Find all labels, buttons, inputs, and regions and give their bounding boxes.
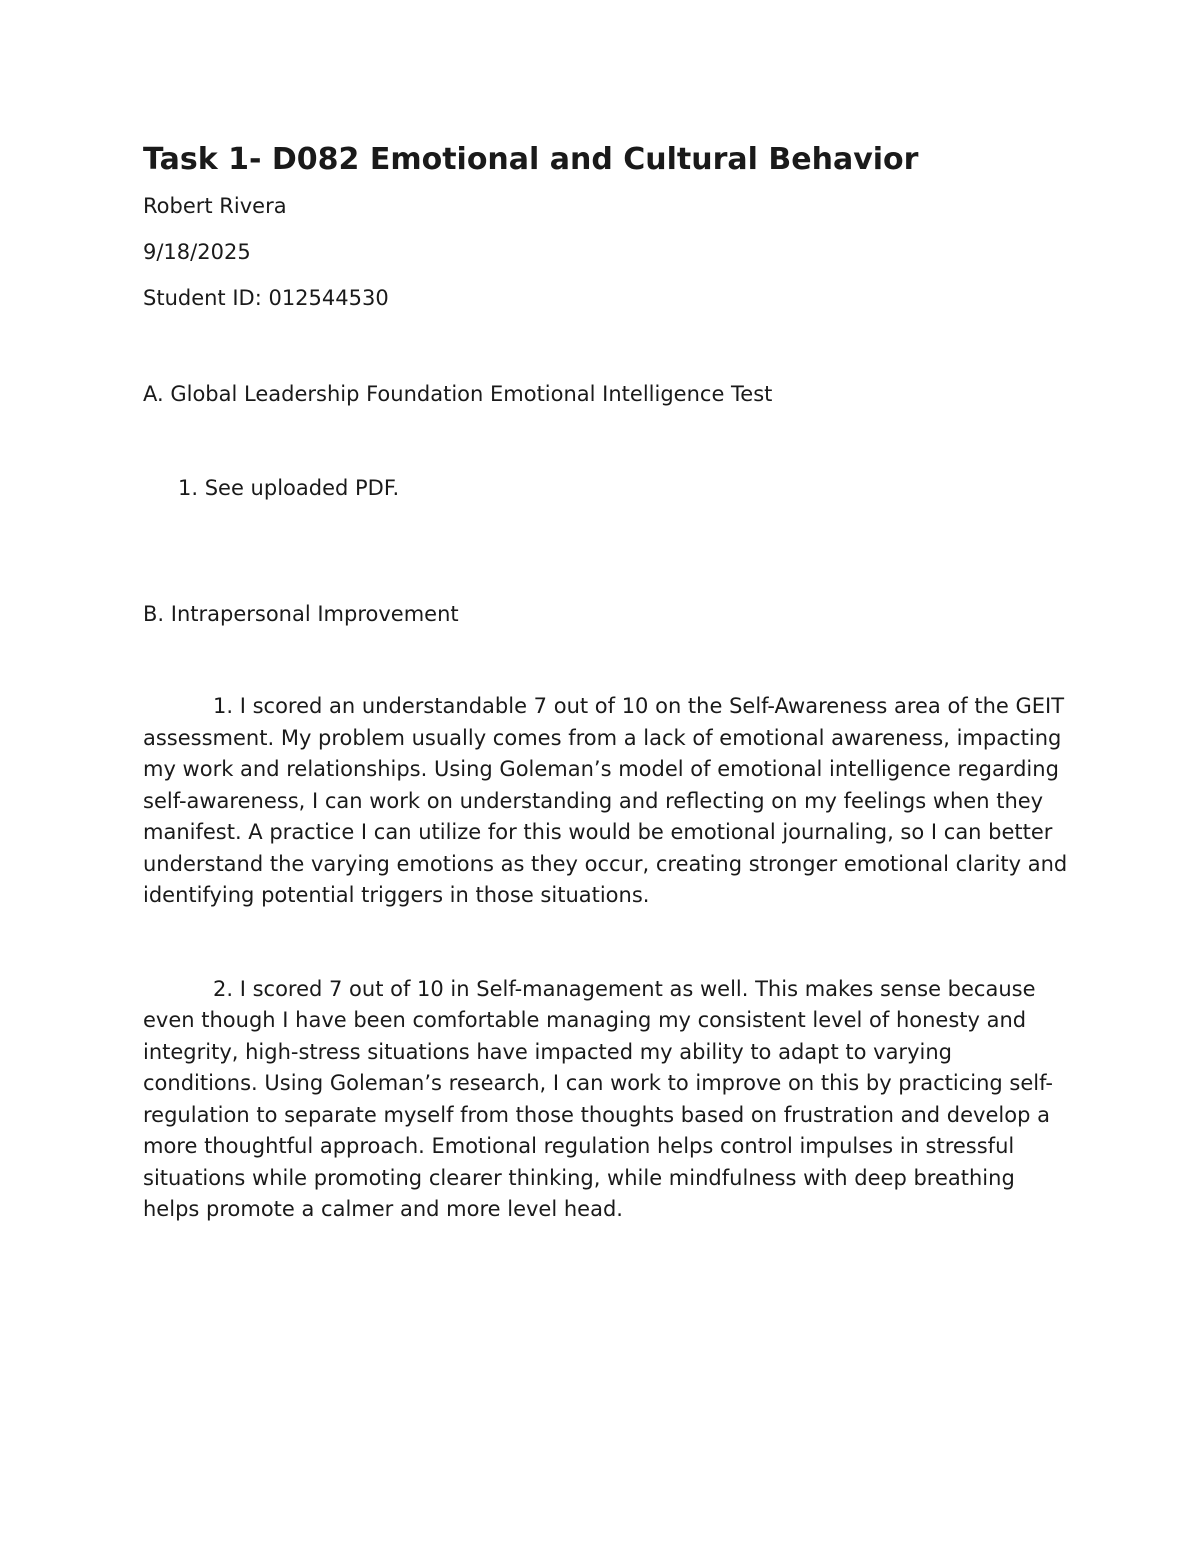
document-body (143, 140, 1068, 1226)
section-b-paragraph-2: 2. I scored 7 out of 10 in Self-management as well. This makes sense because even though I have been comfortable managing my consistent level of honesty and integrity, high-stress situations have impacted my ability to adapt to varying conditions. Using Goleman’s research, I can work to improve on this by practicing self-regulation to separate myself from those thoughts based on frustration and develop a more thoughtful approach. Emotional regulation helps control impulses in stressful situations while promoting clearer thinking, while mindfulness with deep breathing helps promote a calmer and more level head. (143, 976, 1053, 1221)
document-date: 9/18/2025 (143, 240, 251, 264)
document-title: Task 1- D082 Emotional and Cultural Behavior (143, 142, 919, 177)
section-a-item-1: 1. See uploaded PDF. (178, 476, 400, 500)
section-b-paragraph-1: 1. I scored an understandable 7 out of 10 on the Self-Awareness area of the GEIT assessment. My problem usually comes from a lack of emotional awareness, impacting my work and relationships. Using Goleman’s model of emotional intelligence regarding self-awareness, I can work on understanding and reflecting on my feelings when they manifest. A practice I can utilize for this would be emotional journaling, so I can better understand the varying emotions as they occur, creating stronger emotional clarity and identifying potential triggers in those situations. (143, 694, 1068, 907)
student-id: Student ID: 012544530 (143, 286, 389, 310)
section-a-heading: A. Global Leadership Foundation Emotional Intelligence Test (143, 382, 773, 406)
section-b-heading: B. Intrapersonal Improvement (143, 602, 459, 626)
author-name: Robert Rivera (143, 194, 287, 218)
